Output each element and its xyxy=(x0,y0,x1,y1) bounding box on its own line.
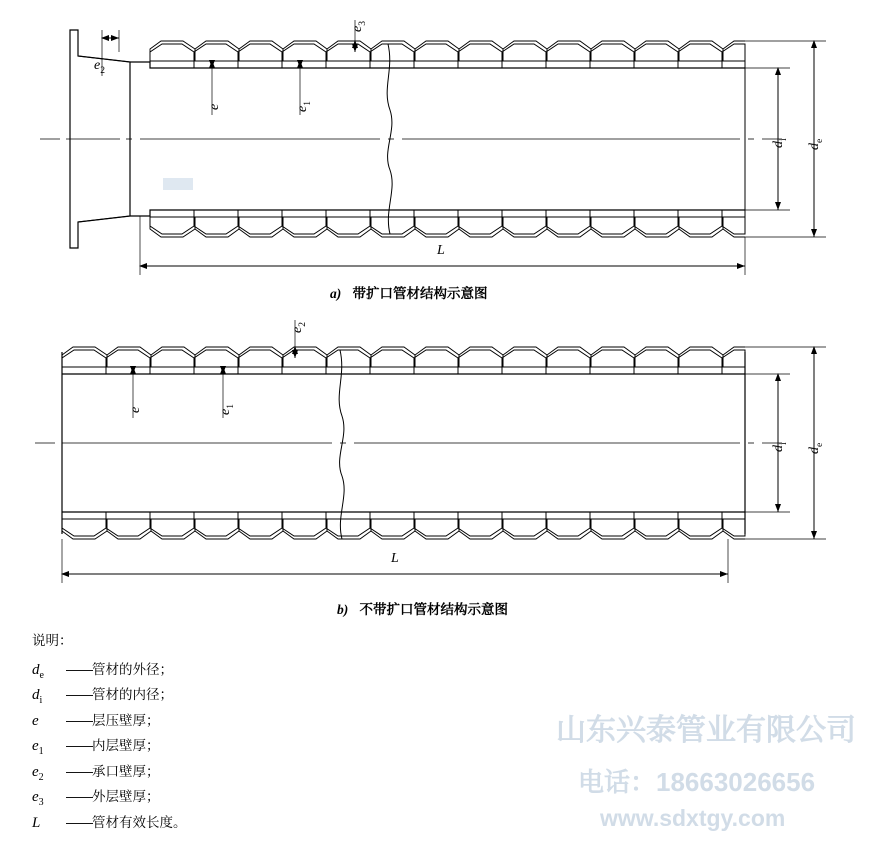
legend-symbol: L xyxy=(32,814,41,831)
legend xyxy=(32,628,187,835)
legend-symbol: $d_e$ xyxy=(32,661,44,681)
figure-b-caption: b) 不带扩口管材结构示意图 xyxy=(337,602,509,617)
break-line-b xyxy=(339,350,344,539)
legend-item xyxy=(32,810,187,836)
figure-b-geometry xyxy=(35,320,826,583)
label-e1-a: $e_1$ xyxy=(295,101,313,112)
legend-symbol: e xyxy=(32,712,39,729)
legend-text: 外层壁厚； xyxy=(92,789,160,804)
label-e1-b: $e_1$ xyxy=(218,404,236,415)
legend-text: 内层壁厚； xyxy=(92,738,160,753)
legend-item xyxy=(32,784,187,810)
legend-dash: —— xyxy=(66,687,93,702)
label-de-b: $d_e$ xyxy=(807,442,825,454)
watermark-phone: 电话：18663026656 xyxy=(578,767,816,797)
legend-item xyxy=(32,657,187,683)
label-e-a: e xyxy=(207,103,222,110)
corrugation-bottom-b xyxy=(62,512,745,536)
watermark-company: 山东兴泰管业有限公司 xyxy=(556,714,856,747)
legend-dash: —— xyxy=(66,712,93,728)
legend-item xyxy=(32,733,187,759)
legend-dash: —— xyxy=(66,763,93,779)
legend-dash: —— xyxy=(66,789,93,804)
figure-a-caption: a) 带扩口管材结构示意图 xyxy=(330,286,488,301)
legend-item xyxy=(32,708,187,734)
legend-title: 说明： xyxy=(32,633,73,648)
legend-item xyxy=(32,759,187,785)
legend-text: 管材的外径； xyxy=(92,661,173,677)
legend-dash: —— xyxy=(66,661,93,677)
label-e-b: e xyxy=(128,406,143,413)
figure-a-geometry xyxy=(40,20,826,275)
legend-item xyxy=(32,682,187,708)
legend-text: 管材有效长度。 xyxy=(92,814,187,830)
legend-symbol: $e_2$ xyxy=(32,763,44,783)
legend-dash: —— xyxy=(66,814,93,830)
label-L-b: L xyxy=(391,551,399,566)
legend-text: 层压壁厚； xyxy=(92,712,160,728)
label-di-b: $d_i$ xyxy=(771,442,789,452)
legend-symbol: $e_3$ xyxy=(32,789,44,808)
watermark-website: www.sdxtgy.com xyxy=(600,805,786,831)
legend-text: 管材的内径； xyxy=(92,687,173,702)
label-e3-a: $e_3$ xyxy=(350,21,368,32)
label-L-a: L xyxy=(437,243,445,258)
legend-dash: —— xyxy=(66,738,93,753)
label-e2-b: $e_2$ xyxy=(290,322,308,333)
legend-symbol: $d_i$ xyxy=(32,687,43,706)
label-di-a: $d_i$ xyxy=(771,138,789,148)
label-e2-a: $e_2$ xyxy=(94,58,105,76)
corrugation-top-b xyxy=(62,350,745,374)
legend-symbol: $e_1$ xyxy=(32,738,44,757)
watermark-box xyxy=(163,178,193,190)
legend-text: 承口壁厚； xyxy=(92,763,160,779)
label-de-a: $d_e$ xyxy=(807,138,825,150)
